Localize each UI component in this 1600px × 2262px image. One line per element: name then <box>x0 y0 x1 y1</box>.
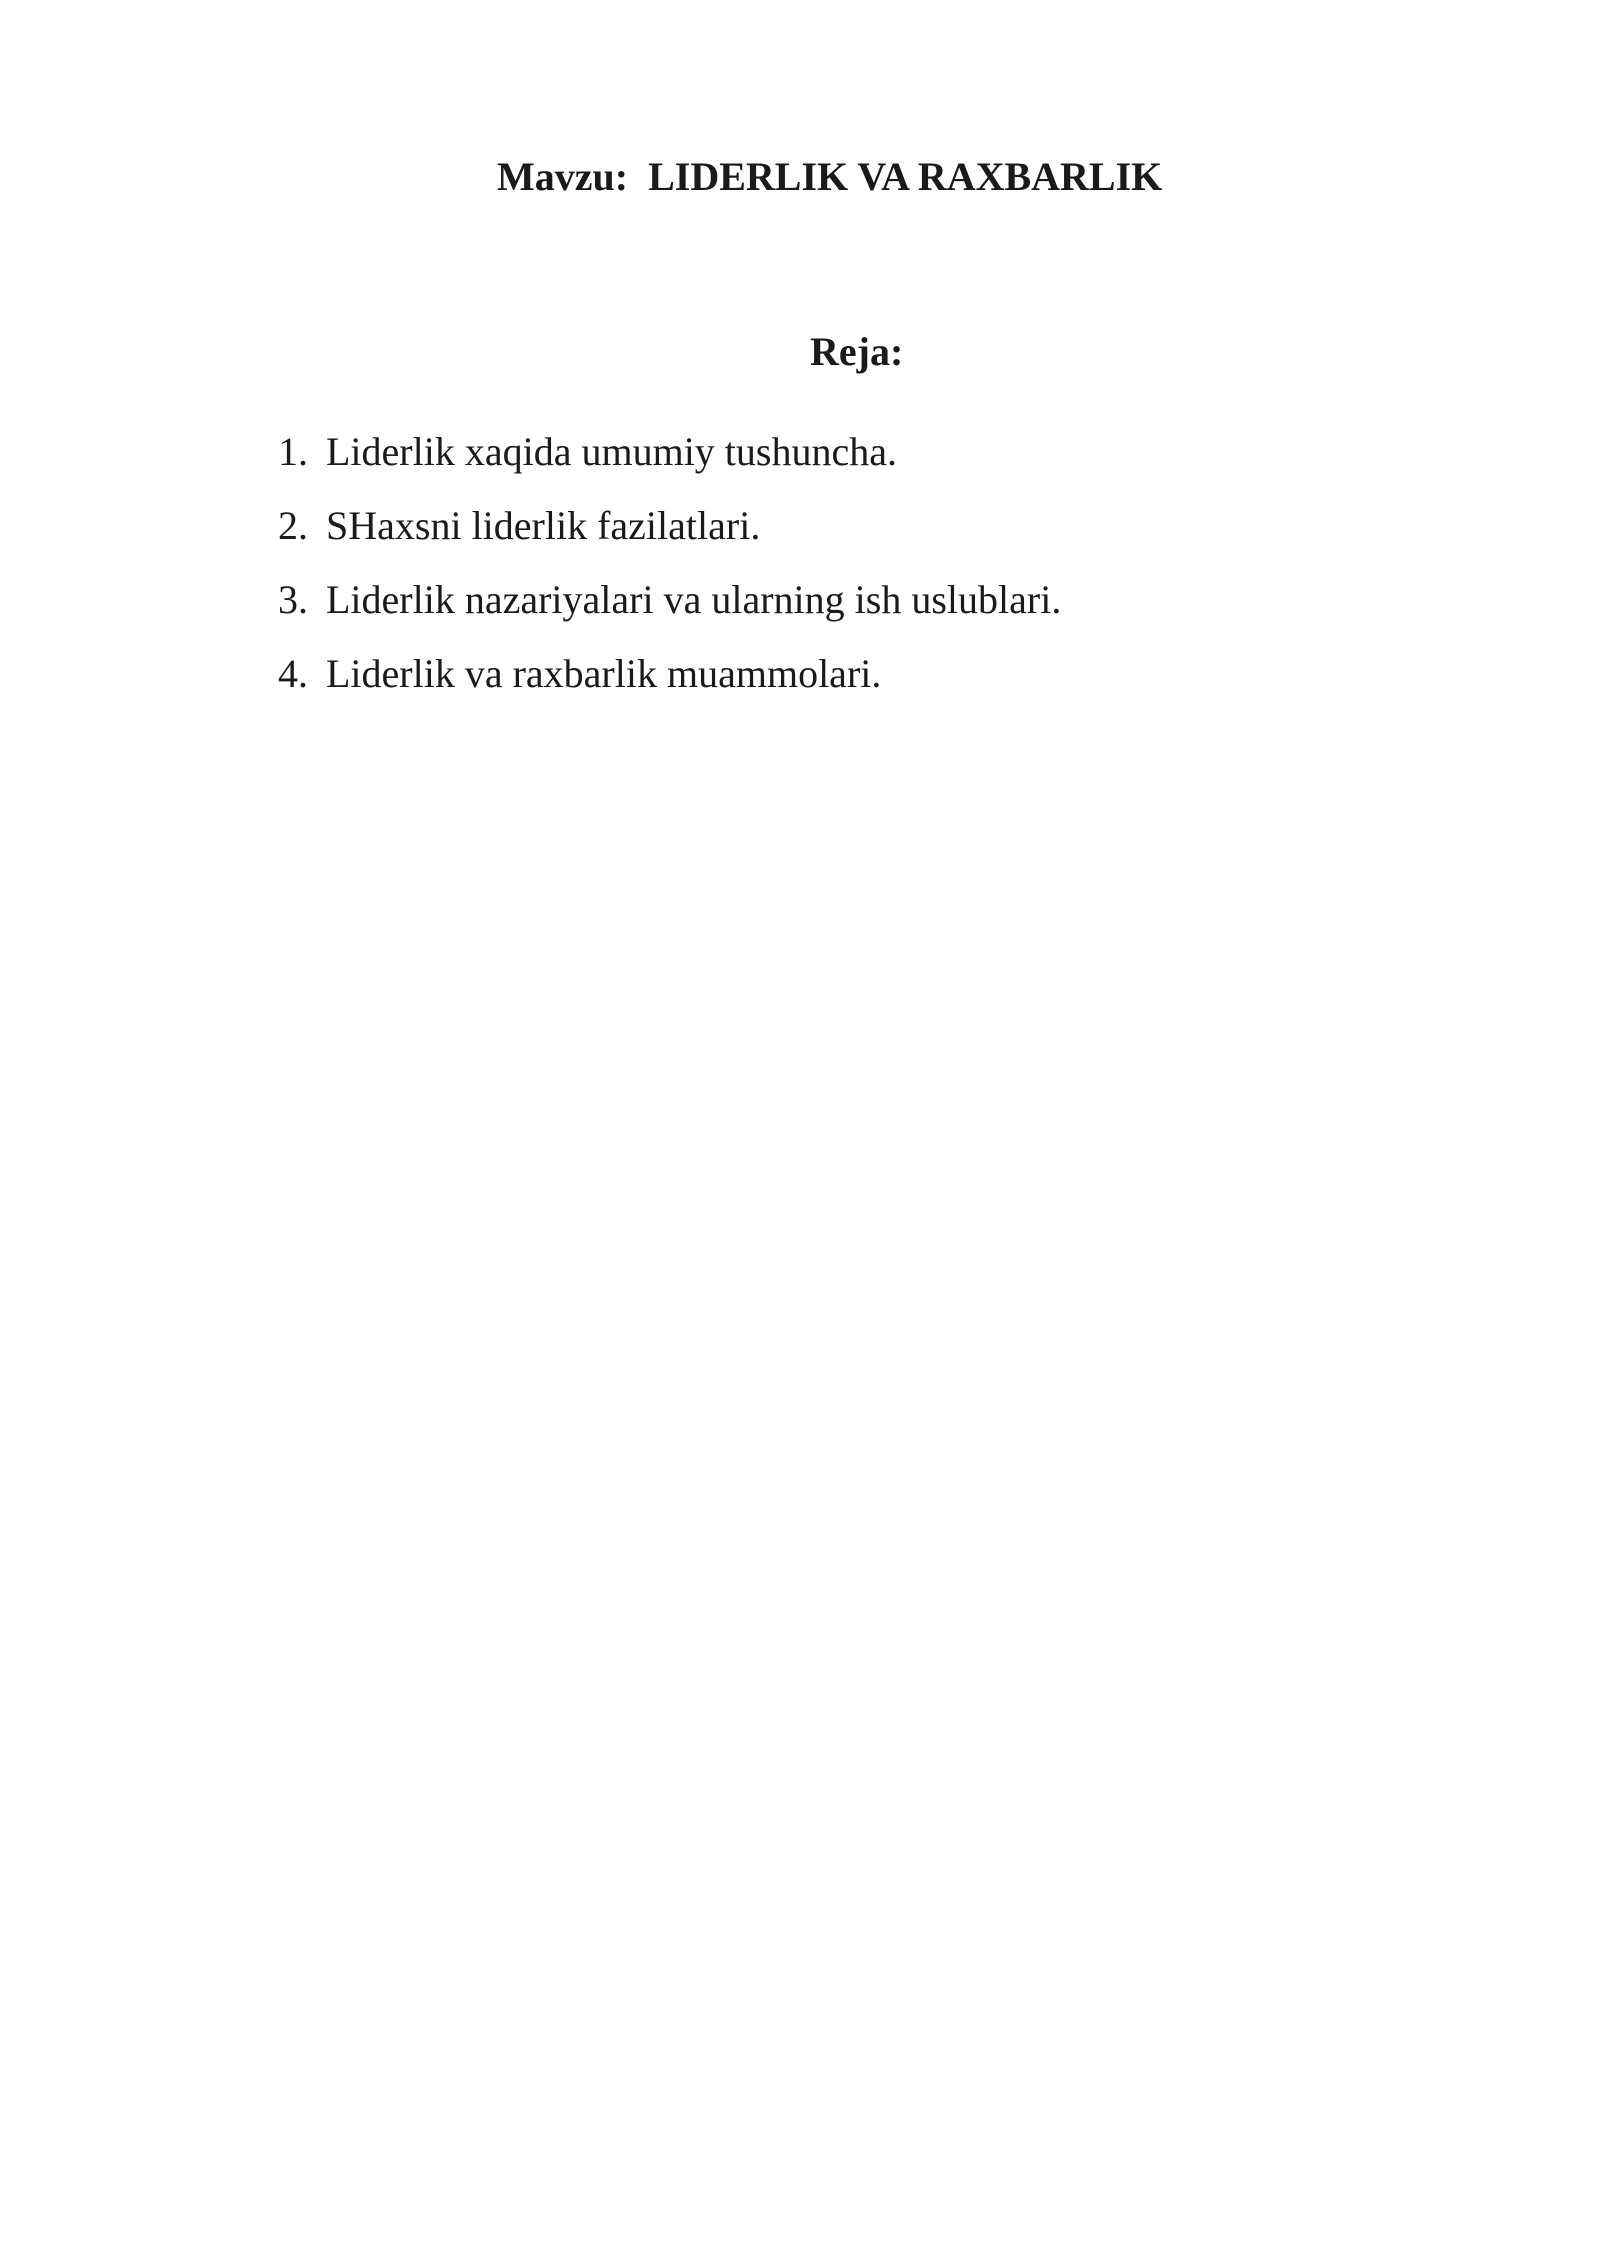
plan-item-number: 2. <box>278 503 308 548</box>
plan-item <box>278 649 1061 723</box>
plan-item-number: 3. <box>278 577 308 622</box>
plan-item-number: 1. <box>278 429 308 474</box>
plan-item-text: Liderlik nazariyalari va ularning ish uslublari. <box>326 577 1062 622</box>
plan-item-number: 4. <box>278 651 308 696</box>
plan-list <box>278 427 1061 723</box>
plan-heading: Reja: <box>810 329 904 374</box>
plan-item <box>278 427 1061 501</box>
document-title: Mavzu: LIDERLIK VA RAXBARLIK <box>497 154 1163 199</box>
plan-item-text: SHaxsni liderlik fazilatlari. <box>326 503 761 548</box>
plan-item-text: Liderlik va raxbarlik muammolari. <box>326 651 882 696</box>
plan-item <box>278 501 1061 575</box>
plan-item <box>278 575 1061 649</box>
plan-item-text: Liderlik xaqida umumiy tushuncha. <box>326 429 897 474</box>
